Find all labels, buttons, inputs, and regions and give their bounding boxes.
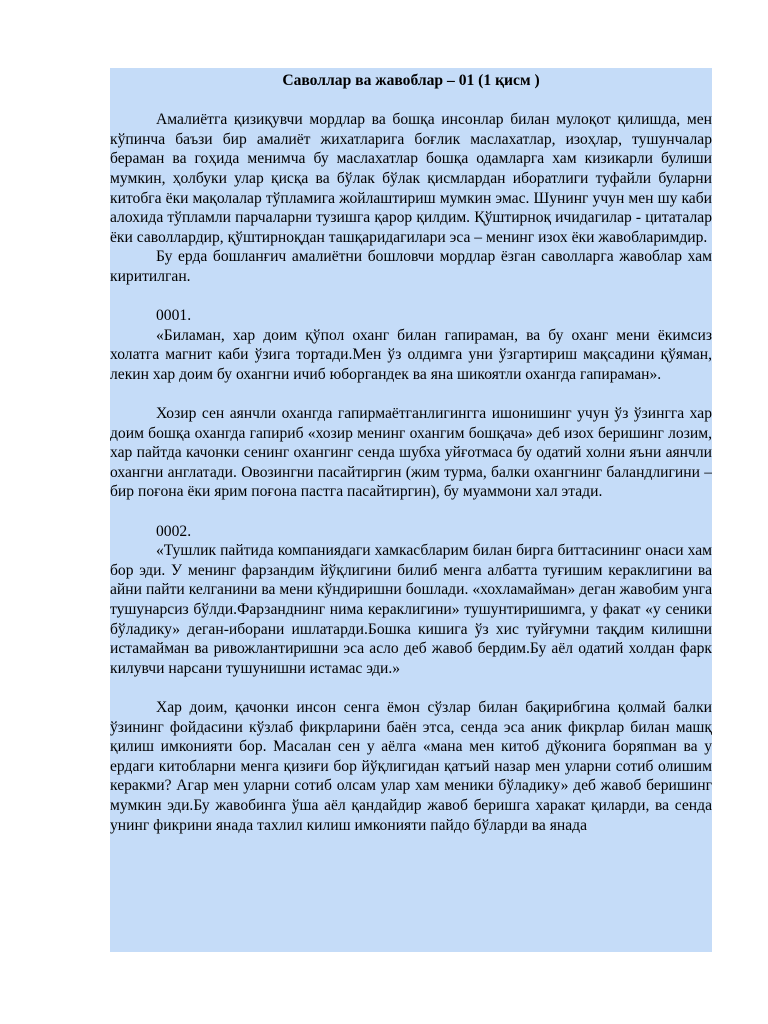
spacer xyxy=(110,502,712,522)
document-page xyxy=(110,68,712,952)
section-number: 0002. xyxy=(156,522,192,540)
answer-paragraph: Хар доим, қачонки инсон сенга ёмон сўзлар билан бақирибгина қолмай балки ўзининг фойдасини кўзлаб фикрларини баён этса, сенда эса аник фикрлар билан машқ қилиш имконияти бор. Масалан сен у аёлга «мана мен китоб дўконига боряпман ва у ердаги китобларни менга қизиғи бор йўқлигидан қатъий назар мен уларни сотиб олишим керакми? Агар мен уларни сотиб олсам улар хам меники бўладику» деб жавоб беришинг мумкин эди.Бу жавобинга ўша аёл қандайдир жавоб беришга харакат қиларди, ва сенда унинг фикрини янада тахлил килиш имконияти пайдо бўларди ва янада xyxy=(110,699,712,834)
spacer xyxy=(110,678,712,698)
spacer xyxy=(110,91,712,111)
question-paragraph: «Тушлик пайтида компаниядаги хамкасбларим билан бирга биттасининг онаси хам бор эди. У менинг фарзандим йўқлигини билиб менга албатта туғишим кераклигини ва айни пайти келганини ва мени кўндиришни бошлади. «хохламайман» деган жавобим унга тушунарсиз бўлди.Фарзанднинг нима кераклигини» тушунтиришимга, у факат «у сеники бўладику» деган-иборани ишлатарди.Бошка кишига ўз хис туйғумни тақдим килишни истамайман ва ривожлантиришни эса асло деб жавоб бердим.Бу аёл одатий холдан фарк килувчи нарсани тушунишни истамас эди.» xyxy=(110,542,712,677)
section-number: 0001. xyxy=(156,307,192,325)
document-title: Саволлар ва жавоблар – 01 (1 қисм ) xyxy=(282,72,540,89)
intro-paragraph: Амалиётга қизиқувчи мордлар ва бошқа инсонлар билан мулоқот қилишда, мен кўпинча баъзи бир амалиёт жихатларига боғлик маслахатлар, изоҳлар, тушунчалар бераман ва гоҳида менимча бу маслахатлар бошқа одамларга хам кизикарли булиши мумкин, ҳолбуки улар қисқа ва бўлак бўлак қисмлардан иборатлиги туфайли буларни китобга ёки мақолалар тўпламига жойлаштириш мумкин эмас. Шунинг учун мен шу каби алохида тўпламли парчаларни тузишга қарор қилдим. Қўштирноқ ичидагилар - цитаталар ёки саволлардир, қўштирноқдан ташқаридагилари эса – менинг изох ёки жавобларимдир. xyxy=(110,111,712,246)
spacer xyxy=(110,287,712,307)
answer-paragraph: Хозир сен аянчли охангда гапирмаётганлигингга ишонишинг учун ўз ўзингга хар доим бошқа охангда гапириб «хозир менинг охангим бошқача» деб изох беришинг лозим, хар пайтда качонки сенинг охангинг сенда шубха уйғотмаса бу одатий холни яъни аянчли охангни англатади. Овозингни пасайтиргин (жим турма, балки охангнинг баландлигини – бир поғона ёки ярим поғона пастга пасайтиргин), бу муаммони хал этади. xyxy=(110,405,712,501)
question-paragraph: «Биламан, хар доим қўпол оханг билан гапираман, ва бу оханг мени ёкимсиз холатга магнит каби ўзига тортади.Мен ўз олдимга уни ўзгартириш мақсадини қўяман, лекин хар доим бу охангни ичиб юборгандек ва яна шикоятли охангда гапираман». xyxy=(110,326,712,383)
spacer xyxy=(110,385,712,405)
intro-paragraph: Бу ерда бошланғич амалиётни бошловчи мордлар ёзган саволларга жавоблар хам киритилган. xyxy=(110,248,712,285)
